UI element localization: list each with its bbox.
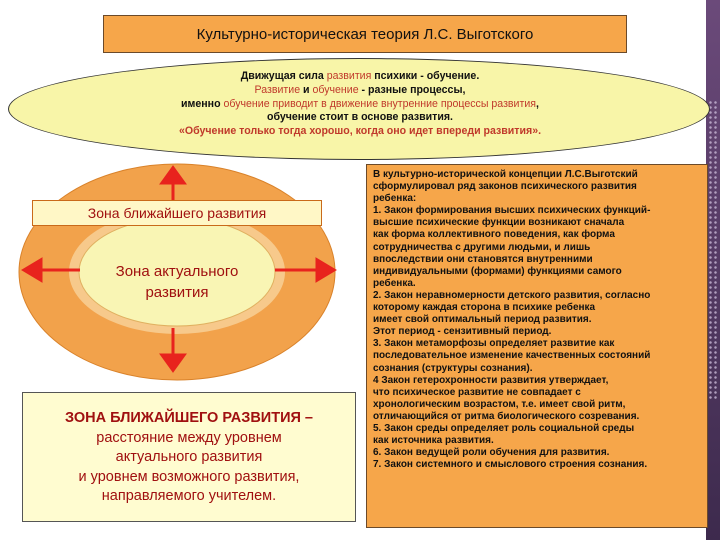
- principle-text: [100, 70, 620, 139]
- principle-line-2-highlight-1: Развитие: [254, 83, 301, 96]
- zpd-definition: [22, 392, 356, 522]
- actual-zone-label-line-2: развития: [145, 284, 209, 301]
- principle-line-1-highlight: развития: [326, 70, 372, 82]
- laws-panel: [366, 164, 708, 528]
- right-decor-dots: [708, 100, 718, 400]
- law-2: 2. Закон неравномерности детского развития, согласно которому каждая сторона в психике ребенка имеет свой оптимальный период развития. Этот период - сензитивный период.: [373, 289, 651, 338]
- principle-line-1: [100, 70, 620, 84]
- actual-zone-label: [82, 242, 272, 322]
- zpd-definition-title: ЗОНА БЛИЖАЙШЕГО РАЗВИТИЯ –: [64, 410, 313, 426]
- principle-line-3-b: ,: [535, 97, 539, 110]
- zpd-definition-line-5: направляемого учителем.: [101, 488, 277, 504]
- page-title: [103, 15, 627, 53]
- laws-intro: В культурно-исторической концепции Л.С.Выготский сформулировал ряд законов психического развития ребенка:: [373, 169, 638, 205]
- law-4: 4 Закон гетерохронности развития утверждает, что психическое развитие не совпадает с хронологическим возрастом, т.е. имеет свой ритм, отличающийся от ритма биологического созревания.: [373, 374, 640, 422]
- principle-line-2: [100, 84, 620, 98]
- principle-line-3-highlight: обучение приводит в движение внутренние процессы развития: [223, 97, 536, 110]
- principle-line-2-b: - разные процессы,: [358, 83, 466, 96]
- law-5: 5. Закон среды определяет роль социальной среды как источника развития.: [373, 422, 635, 447]
- principle-line-1-a: Движущая сила: [240, 70, 327, 82]
- principle-line-1-b: психики - обучение.: [371, 70, 480, 82]
- zpd-definition-line-4: и уровнем возможного развития,: [78, 468, 300, 485]
- law-6: 6. Закон ведущей роли обучения для развития.: [373, 447, 610, 459]
- law-1: 1. Закон формирования высших психических функций- высшие психические функции возникают сначала как форма коллективного поведения, как форма сотрудничества с другими людьми, и лишь впоследствии они становятся внутренними индивидуальными (формами) функциями самого ребенка.: [373, 205, 651, 289]
- proximal-zone-label: [32, 200, 322, 226]
- law-3: 3. Закон метаморфозы определяет развитие как последовательное изменение качественных состояний сознания (структуры сознания).: [373, 338, 651, 374]
- page-title-text: Культурно-историческая теория Л.С. Выготского: [196, 25, 534, 43]
- law-7: 7. Закон системного и смыслового строения сознания.: [373, 459, 648, 471]
- principle-line-2-highlight-2: обучение: [312, 83, 359, 96]
- principle-line-3-a: именно: [181, 97, 224, 110]
- zpd-definition-line-3: актуального развития: [115, 449, 263, 465]
- principle-line-5: «Обучение только тогда хорошо, когда оно идет впереди развития».: [178, 125, 542, 138]
- zpd-definition-line-2: расстояние между уровнем: [96, 429, 282, 446]
- principle-line-2-a: и: [300, 83, 313, 96]
- principle-line-4: обучение стоит в основе развития.: [267, 111, 453, 124]
- proximal-zone-label-text: Зона ближайшего развития: [87, 205, 267, 221]
- principle-line-3: [100, 98, 620, 112]
- actual-zone-label-line-1: Зона актуального: [115, 263, 239, 280]
